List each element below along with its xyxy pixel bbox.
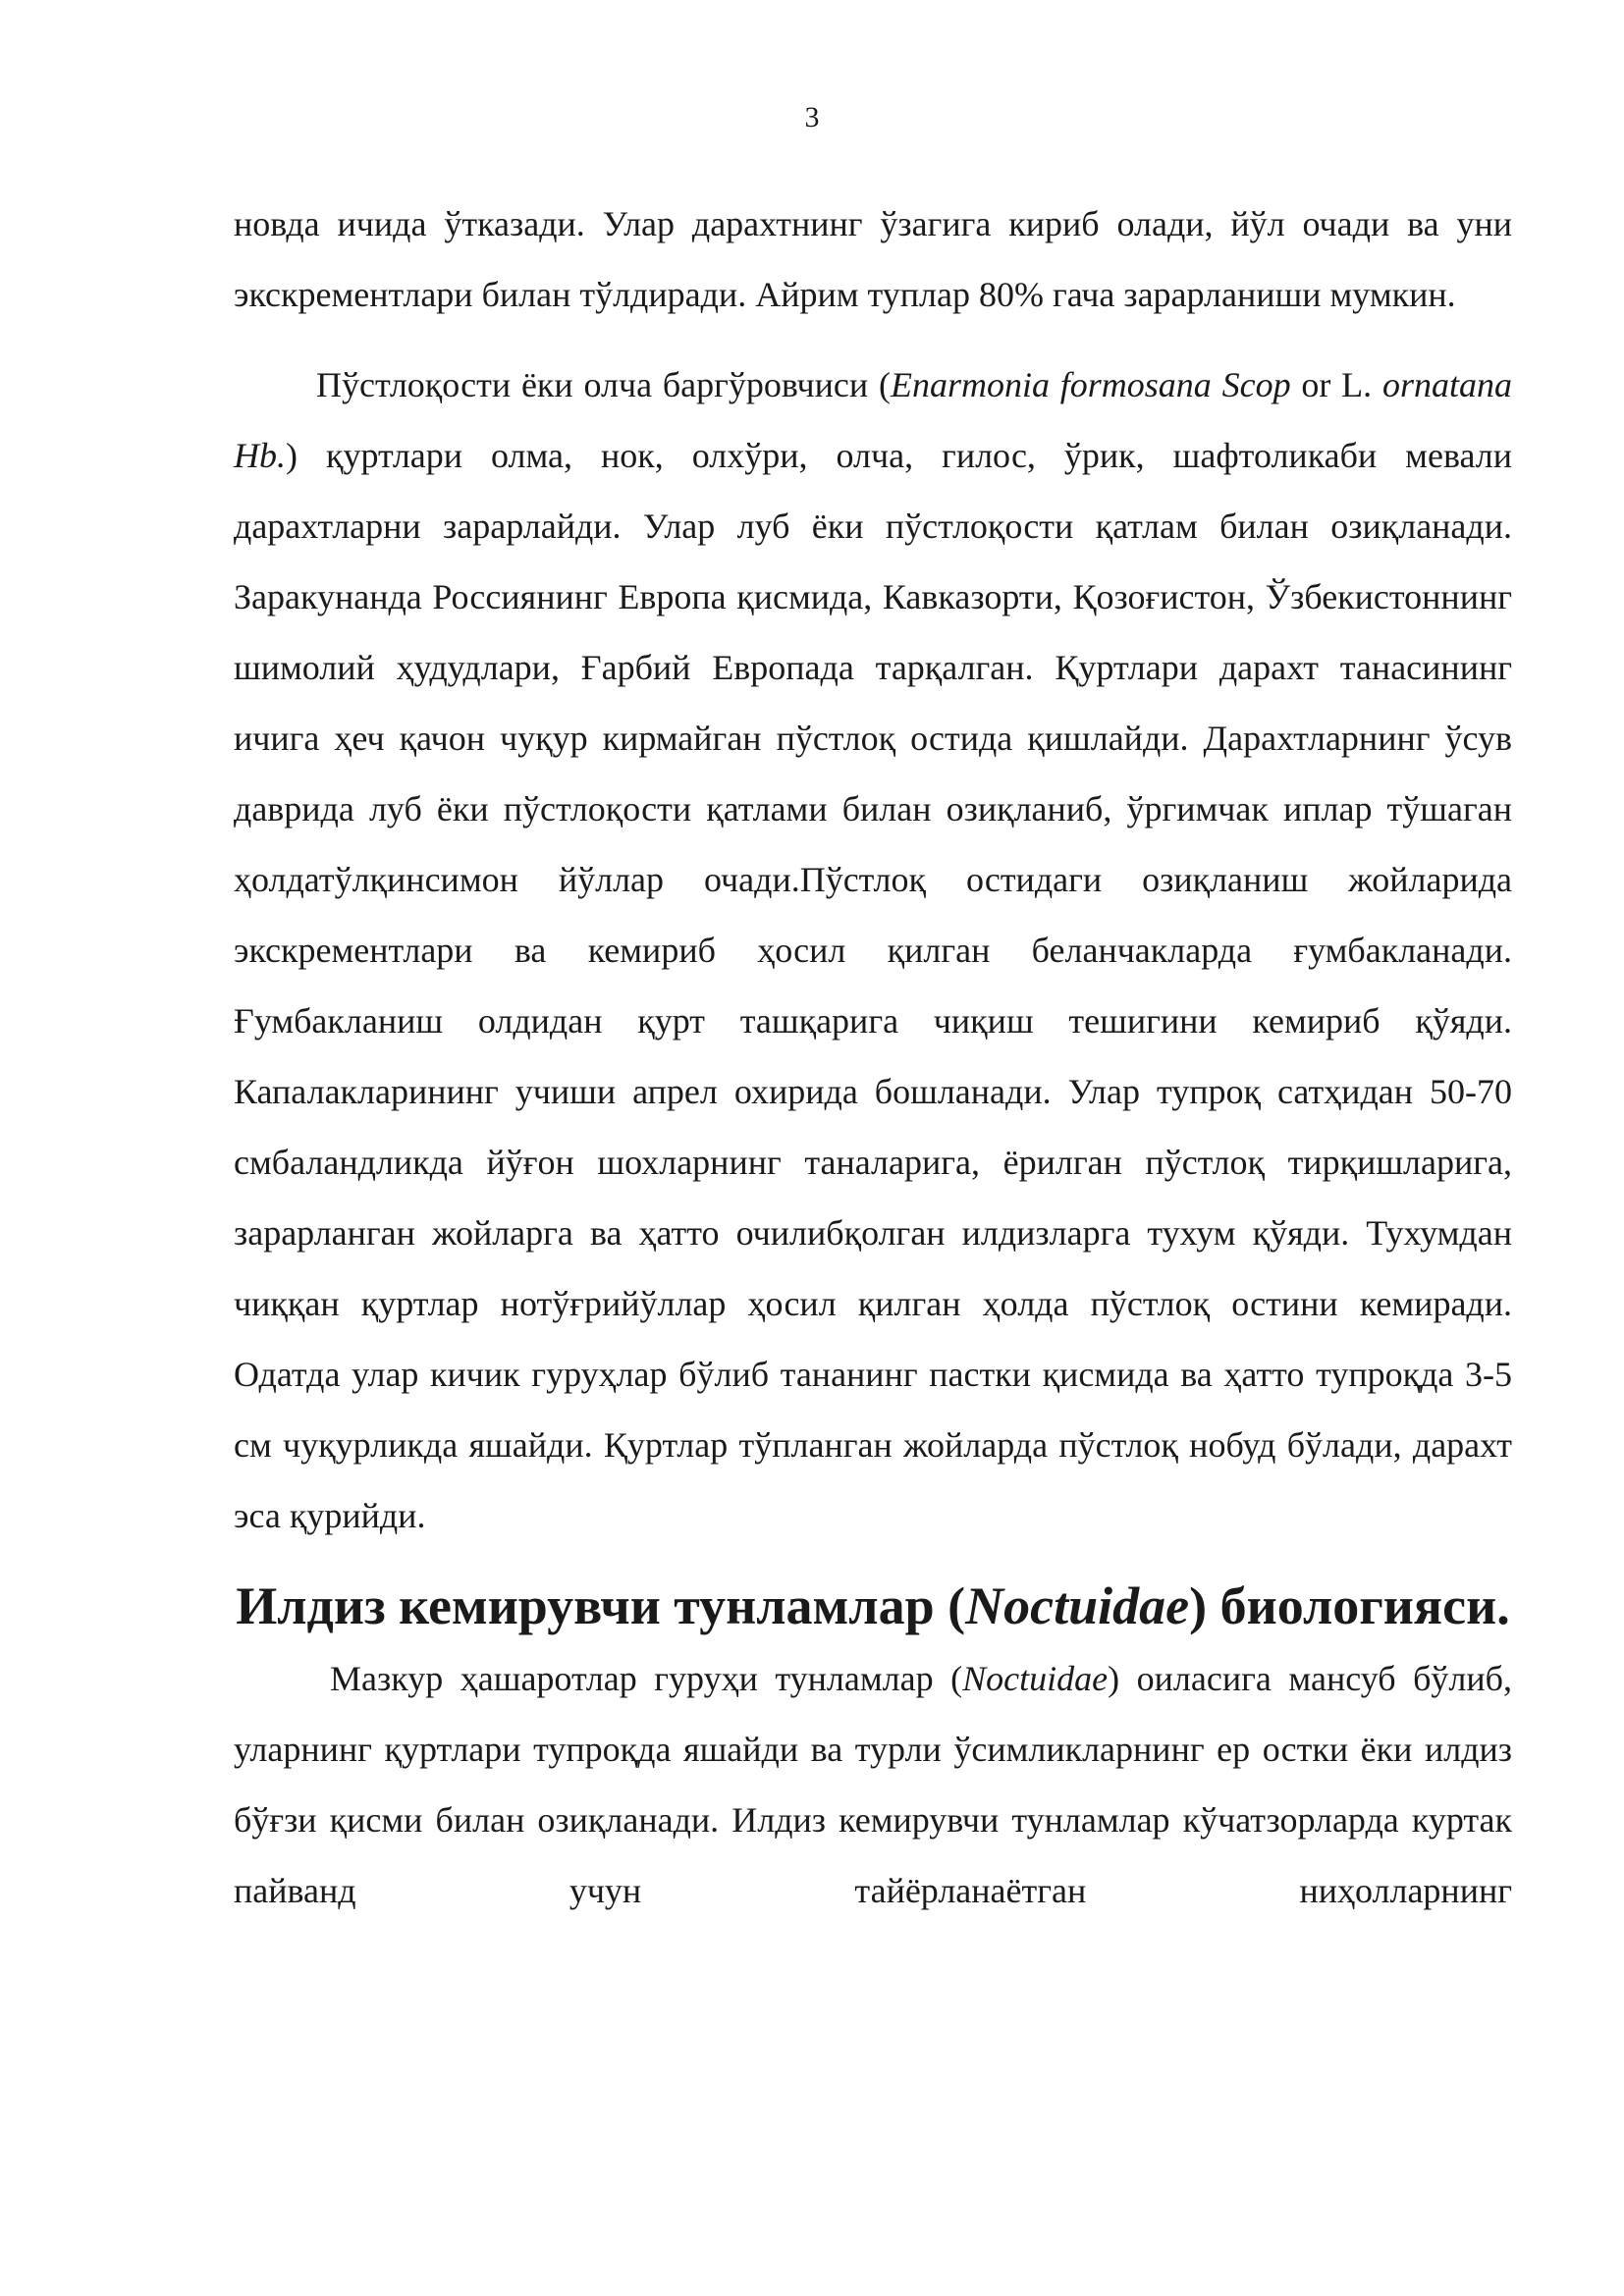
paragraph-2-text-or: or L. xyxy=(1290,365,1382,404)
heading-family-name-latin: Noctuidae xyxy=(965,1576,1190,1635)
paragraph-2 xyxy=(234,349,1512,1551)
species-name-latin-synonym: ornatana Hb. xyxy=(234,365,1512,475)
paragraph-3 xyxy=(234,1643,1512,1926)
heading-text-start: Илдиз кемирувчи тунламлар ( xyxy=(236,1576,966,1635)
family-name-latin: Noctuidae xyxy=(962,1659,1109,1698)
paragraph-2-text-rest: ) қуртлари олма, нок, олхўри, олча, гилос, ўрик, шафтоликаби мевали дарахтларни зарарлайди. Улар луб ёки пўстлоқости қатлам билан озиқланади. Заракунанда Россиянинг Европа қисмида, Кавказорти, Қозоғистон, Ўзбекистоннинг шимолий ҳудудлари, Ғарбий Европада тарқалган. Қуртлари дарахт танасининг ичига ҳеч қачон чуқур кирмайган пўстлоқ остида қишлайди. Дарахтларнинг ўсув даврида луб ёки пўстлоқости қатлами билан озиқланиб, ўргимчак иплар тўшаган ҳолдатўлқинсимон йўллар очади.Пўстлоқ остидаги озиқланиш жойларида экскрементлари ва кемириб ҳосил қилган беланчакларда ғумбакланади. Ғумбакланиш олдидан қурт ташқарига чиқиш тешигини кемириб қўяди. Капалакларининг учиши апрел охирида бошланади. Улар тупроқ сатҳидан 50-70 смбаландликда йўғон шохларнинг таналарига, ёрилган пўстлоқ тирқишларига, зарарланган жойларга ва ҳатто очилибқолган илдизларга тухум қўяди. Тухумдан чиққан қуртлар нотўғрийўллар ҳосил қилган ҳолда пўстлоқ остини кемиради. Одатда улар кичик гуруҳлар бўлиб тананинг пастки қисмида ва ҳатто тупроқда 3-5 см чуқурликда яшайди. Қуртлар тўпланган жойларда пўстлоқ нобуд бўлади, дарахт эса қурийди. xyxy=(234,436,1512,1535)
document-body xyxy=(234,188,1512,1926)
paragraph-3-text-rest: ) оиласига мансуб бўлиб, уларнинг қуртлари тупроқда яшайди ва турли ўсимликларнинг ер остки ёки илдиз бўғзи қисми билан озиқланади. Илдиз кемирувчи тунламлар кўчатзорларда куртак пайванд учун тайёрланаётган ниҳолларнинг xyxy=(234,1659,1512,1910)
paragraph-3-text-start: Мазкур ҳашаротлар гуруҳи тунламлар ( xyxy=(330,1659,963,1698)
page-number: 3 xyxy=(804,101,820,133)
paragraph-1: новда ичида ўтказади. Улар дарахтнинг ўзагига кириб олади, йўл очади ва уни экскрементлари билан тўлдиради. Айрим туплар 80% гача зарарланиши мумкин. xyxy=(234,204,1512,314)
heading-text-end: ) биологияси. xyxy=(1189,1576,1510,1635)
paragraph-2-text-start: Пўстлоқости ёки олча баргўровчиси ( xyxy=(316,365,891,404)
section-heading xyxy=(234,1569,1512,1643)
species-name-latin: Enarmonia formosana Scop xyxy=(890,365,1291,404)
